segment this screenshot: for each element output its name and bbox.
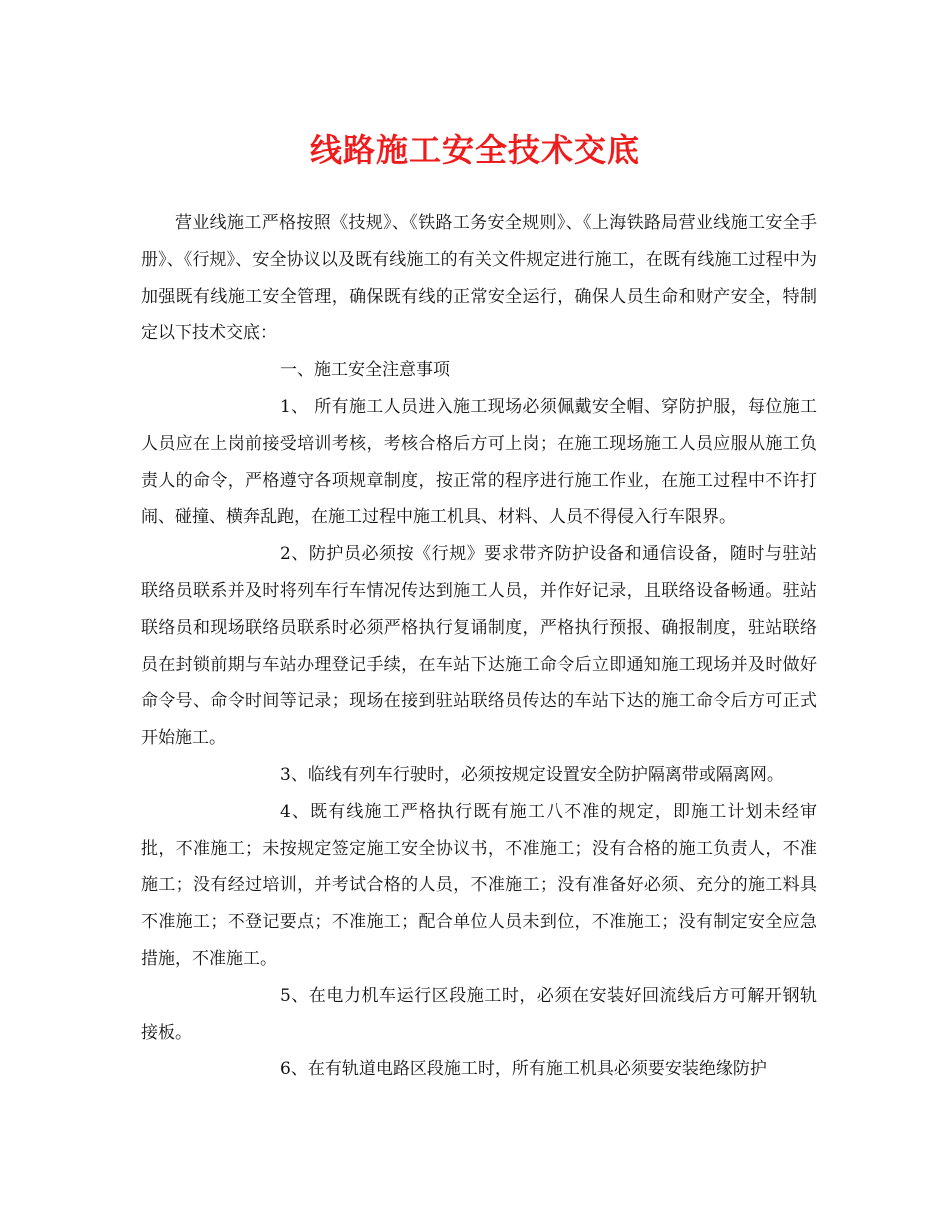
item-paragraph-5: 5、在电力机车运行区段施工时，必须在安装好回流线后方可解开钢轨接板。 — [141, 985, 817, 1043]
item-paragraph-4: 4、既有线施工严格执行既有施工八不准的规定，即施工计划未经审批，不准施工；未按规定签定施工安全协议书，不准施工；没有合格的施工负责人，不准施工；没有经过培训，并考试合格的人员，不准施工；没有准备好必须、充分的施工料具不准施工；不登记要点；不准施工；配合单位人员未到位，不准施工；没有制定安全应急措施，不准施工。 — [141, 801, 817, 969]
section-heading: 一、施工安全注意事项 — [280, 360, 450, 381]
document-title: 线路施工安全技术交底 — [309, 131, 640, 169]
item-paragraph-6: 6、在有轨道电路区段施工时，所有施工机具必须要安装绝缘防护 — [280, 1059, 767, 1080]
item-paragraph-3: 3、临线有列车行驶时，必须按规定设置安全防护隔离带或隔离网。 — [280, 764, 784, 785]
item-paragraph-2: 2、防护员必须按《行规》要求带齐防护设备和通信设备，随时与驻站联络员联系并及时将列车行车情况传达到施工人员，并作好记录，且联络设备畅通。驻站联络员和现场联络员联系时必须严格执行复诵制度，严格执行预报、确报制度，驻站联络员在封锁前期与车站办理登记手续，在车站下达施工命令后立即通知施工现场并及时做好命令号、命令时间等记录；现场在接到驻站联络员传达的车站下达的施工命令后方可正式开始施工。 — [141, 544, 817, 749]
item-paragraph-1: 1、 所有施工人员进入施工现场必须佩戴安全帽、穿防护服，每位施工人员应在上岗前接受培训考核，考核合格后方可上岗；在施工现场施工人员应服从施工负责人的命令，严格遵守各项规章制度，按正常的程序进行施工作业，在施工过程中不许打闹、碰撞、横奔乱跑，在施工过程中施工机具、材料、人员不得侵入行车限界。 — [141, 396, 817, 528]
intro-paragraph: 营业线施工严格按照《技规》、《铁路工务安全规则》、《上海铁路局营业线施工安全手册》、《行规》、安全协议以及既有线施工的有关文件规定进行施工，在既有线施工过程中为加强既有线施工安全管理，确保既有线的正常安全运行，确保人员生命和财产安全，特制定以下技术交底： — [141, 213, 817, 344]
document-body — [141, 205, 817, 1088]
